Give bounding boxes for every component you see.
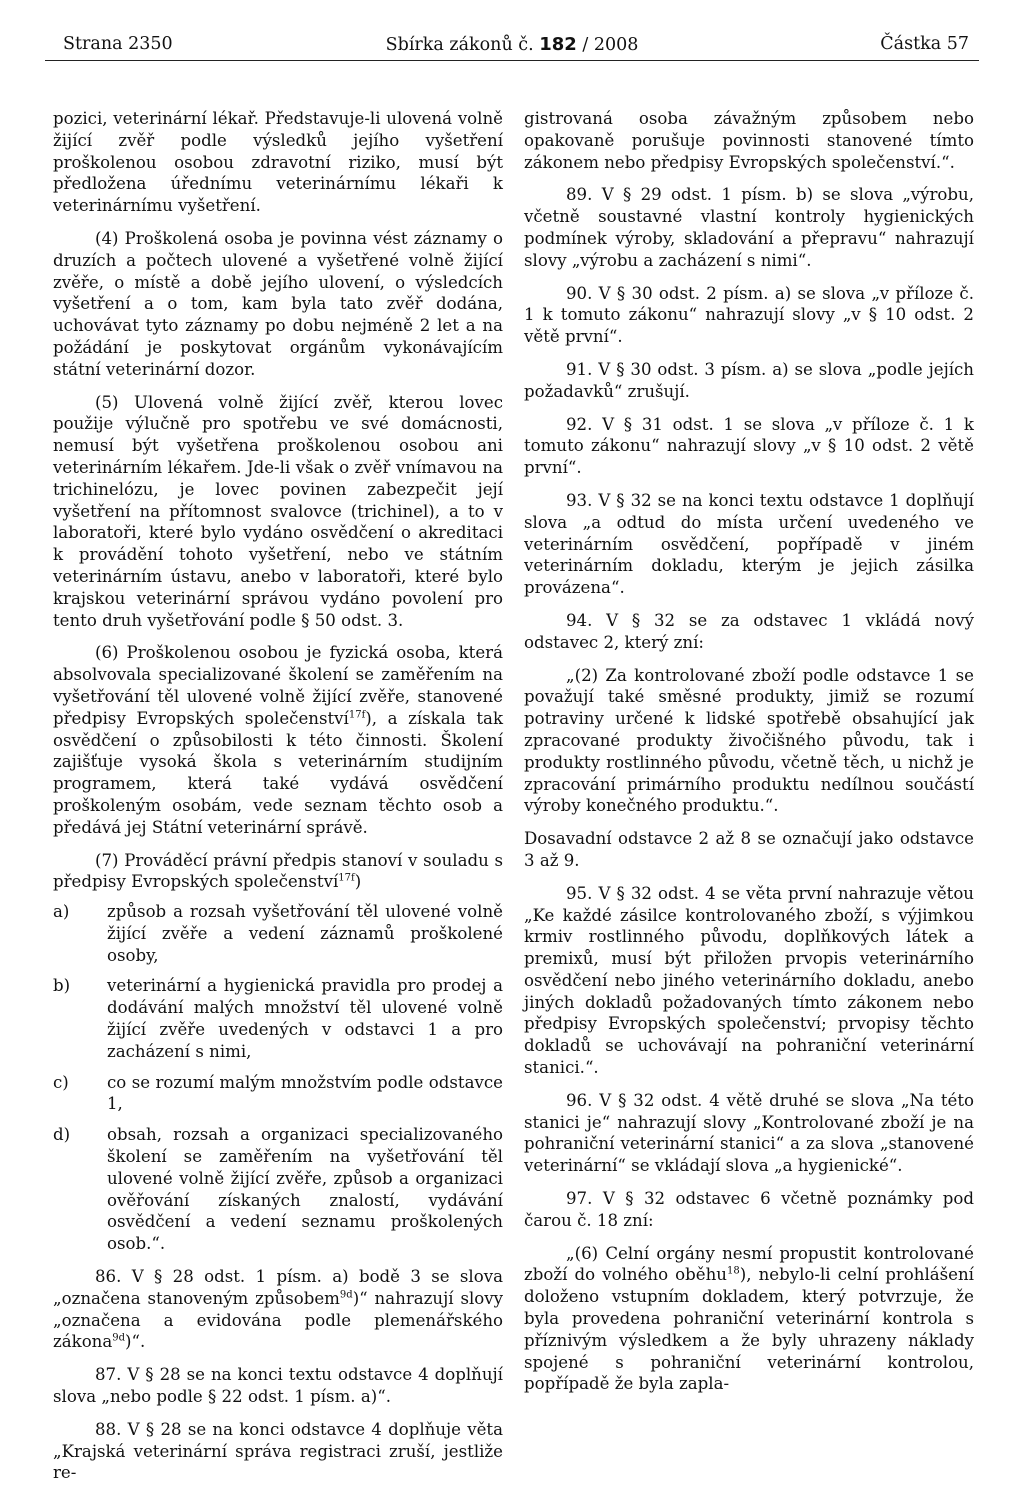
amendment-95: 95. V § 32 odst. 4 se věta první nahrazuje větou „Ke každé zásilce kontrolovaného zboží, s výjimkou krmiv rostlinného původu, doplňkových látek a premixů, musí být přiložen prvopis veterinárního osvědčení nebo jiného veterinárního dokladu, anebo jiných dokladů požadovaných tímto zákonem nebo předpisy Evropských společenství; prvopisy těchto dokladů se uchovávají na pohraniční veterinární stanici.“. xyxy=(524,883,974,1078)
list-item-label: b) xyxy=(53,976,71,996)
paragraph-7 xyxy=(53,850,503,894)
amendment-94: 94. V § 32 se za odstavec 1 vkládá nový odstavec 2, který zní: xyxy=(524,610,974,652)
amendment-86 xyxy=(53,1266,503,1353)
amendment-86-text: 86. V § 28 odst. 1 písm. a) bodě 3 se slova „označena stanoveným způsobem xyxy=(53,1267,503,1308)
amendment-90: 90. V § 30 odst. 2 písm. a) se slova „v příloze č. 1 k tomuto zákonu“ nahrazují slovy „v § 10 odst. 2 větě první“. xyxy=(524,283,974,347)
paragraph-7-text-cont: ) xyxy=(354,872,362,892)
list-item-text: obsah, rozsah a organizaci specializovaného školení se zaměřením na vyšetřování těl ulovené volně žijící zvěře, způsob a organizaci ověřování získaných znalostí, vydávání osvědčení a vedení seznamu proškolených osob.“. xyxy=(107,1125,503,1254)
footnote-ref: 17f xyxy=(348,709,366,721)
list-item-text: veterinární a hygienická pravidla pro prodej a dodávání malých množství těl ulovené volně žijící zvěře uvedených v odstavci 1 a pro zacházení s nimi, xyxy=(107,976,503,1061)
amendment-97: 97. V § 32 odstavec 6 včetně poznámky pod čarou č. 18 zní: xyxy=(524,1189,974,1230)
footnote-ref: 9d xyxy=(112,1332,126,1344)
paragraph-6-text-cont: ), a získala tak osvědčení o způsobilosti k této činnosti. Školení zajišťuje vysoká škola s veterinárním studijním programem, která také vydává osvědčení proškoleným osobám, vede seznam těchto osob a předává jej Státní veterinární správě. xyxy=(53,708,504,837)
paragraph: pozici, veterinární lékař. Představuje-li ulovená volně žijící zvěř podle výsledků jejího vyšetření proškolenou osobou zdravotní riziko, musí být předložena úřednímu veterinárnímu lékaři k veterinárnímu vyšetření. xyxy=(53,109,503,216)
amendment-96: 96. V § 32 odst. 4 větě druhé se slova „Na této stanici je“ nahrazují slovy „Kontrolované zboží je na pohraniční veterinární stanici“ a za slova „stanovené veterinární“ se vkládají slova „a hygienické“. xyxy=(524,1090,974,1176)
list-item xyxy=(53,1124,503,1255)
list-item-label: d) xyxy=(53,1125,71,1145)
paragraph-4: (4) Proškolená osoba je povinna vést záznamy o druzích a počtech ulovené a vyšetřené volně žijící zvěře, o místě a době jejího ulovení, o výsledcích vyšetření a o tom, kam byla tato zvěř dodána, uchovávat tyto záznamy po dobu nejméně 2 let a na požádání je poskytovat orgánům vykonávajícím státní veterinární dozor. xyxy=(53,228,503,379)
left-column xyxy=(53,108,503,1495)
quoted-paragraph-6-text-cont: ), nebylo-li celní prohlášení doloženo vstupním dokladem, který potvrzuje, že byla provedena pohraniční veterinární kontrola s příznivým výsledkem a že byly uhrazeny náklady spojené s pohraniční veterinární kontrolou, popřípadě že byla zapla- xyxy=(524,1265,974,1394)
page-number: Strana 2350 xyxy=(63,34,173,54)
paragraph-6-text: (6) Proškolenou osobou je fyzická osoba, která absolvovala specializované školení se zaměřením na vyšetřování těl ulovené volně žijící zvěře, stanovené předpisy Evropských společenství xyxy=(53,643,503,728)
paragraph-7-text: (7) Prováděcí právní předpis stanoví v souladu s předpisy Evropských společenství xyxy=(53,850,503,892)
list-item xyxy=(53,901,503,966)
footnote-ref: 17f xyxy=(338,872,355,884)
footnote-ref: 18 xyxy=(727,1265,740,1277)
amendment-86-text-cont: )“ nahrazují slovy „označena a evidována podle plemenářského zákona xyxy=(53,1288,504,1352)
page-header xyxy=(45,28,979,61)
amendment-86-text-end: )“. xyxy=(125,1332,146,1352)
list-item xyxy=(53,1072,503,1116)
collection-title xyxy=(45,34,979,55)
quoted-paragraph-2: „(2) Za kontrolované zboží podle odstavce 1 se považují také směsné produkty, jimiž se rozumí potraviny určené k lidské spotřebě obsahující jak zpracované produkty živočišného původu, tak i produkty rostlinného původu, včetně těch, u nichž je zpracování primárního produktu nedílnou součástí výroby konečného produktu.“. xyxy=(524,665,974,816)
paragraph-6 xyxy=(53,642,503,838)
amendment-93: 93. V § 32 se na konci textu odstavce 1 doplňují slova „a odtud do místa určení uvedeného ve veterinárním osvědčení, popřípadě v jiném veterinárním dokladu, kterým je jejich zásilka provázena“. xyxy=(524,490,974,598)
list-item xyxy=(53,975,503,1062)
amendment-89: 89. V § 29 odst. 1 písm. b) se slova „výrobu, včetně soustavné vlastní kontroly hygienických podmínek výroby, skladování a přepravu“ nahrazují slovy „výrobu a zacházení s nimi“. xyxy=(524,185,974,270)
issue-year: / 2008 xyxy=(582,35,639,55)
part-label: Částka 57 xyxy=(880,34,969,54)
collection-label: Sbírka zákonů č. xyxy=(385,35,534,55)
amendment-88: 88. V § 28 se na konci odstavce 4 doplňuje věta „Krajská veterinární správa registraci zruší, jestliže re- xyxy=(53,1419,503,1483)
list-item-label: a) xyxy=(53,902,70,922)
issue-number: 182 xyxy=(539,34,577,55)
paragraph: gistrovaná osoba závažným způsobem nebo opakovaně porušuje povinnosti stanovené tímto zákonem nebo předpisy Evropských společenství.“. xyxy=(524,109,974,172)
amendment-87: 87. V § 28 se na konci textu odstavce 4 doplňují slova „nebo podle § 22 odst. 1 písm. a)“. xyxy=(53,1365,503,1407)
quoted-paragraph-6 xyxy=(524,1243,974,1396)
list-item-label: c) xyxy=(53,1072,69,1092)
amendment-92: 92. V § 31 odst. 1 se slova „v příloze č. 1 k tomuto zákonu“ nahrazují slovy „v § 10 odst. 2 větě první“. xyxy=(524,414,974,478)
list-item-text: co se rozumí malým množstvím podle odstavce 1, xyxy=(107,1072,503,1114)
footnote-ref: 9d xyxy=(339,1289,353,1301)
quoted-paragraph-6-text: „(6) Celní orgány nesmí propustit kontrolované zboží do volného oběhu xyxy=(524,1243,974,1285)
list-item-text: způsob a rozsah vyšetřování těl ulovené volně žijící zvěře a vedení záznamů proškolené osoby, xyxy=(107,902,503,965)
paragraph-5: (5) Ulovená volně žijící zvěř, kterou lovec použije výlučně pro spotřebu ve své domácnosti, nemusí být vyšetřena proškolenou osobou ani veterinárním lékařem. Jde-li však o zvěř vnímavou na trichinelózu, je lovec povinen zabezpečit její vyšetření na přítomnost svalovce (trichinel), a to v laboratoři, které bylo vydáno osvědčení o akreditaci k provádění tohoto vyšetření, nebo ve státním veterinárním ústavu, anebo v laboratoři, které bylo krajskou veterinární správou vydáno povolení pro tento druh vyšetřování podle § 50 odst. 3. xyxy=(53,392,503,630)
right-column xyxy=(524,108,974,1406)
amendment-91: 91. V § 30 odst. 3 písm. a) se slova „podle jejích požadavků“ zrušují. xyxy=(524,359,974,401)
renumbering-note: Dosavadní odstavce 2 až 8 se označují jako odstavce 3 až 9. xyxy=(524,829,974,870)
